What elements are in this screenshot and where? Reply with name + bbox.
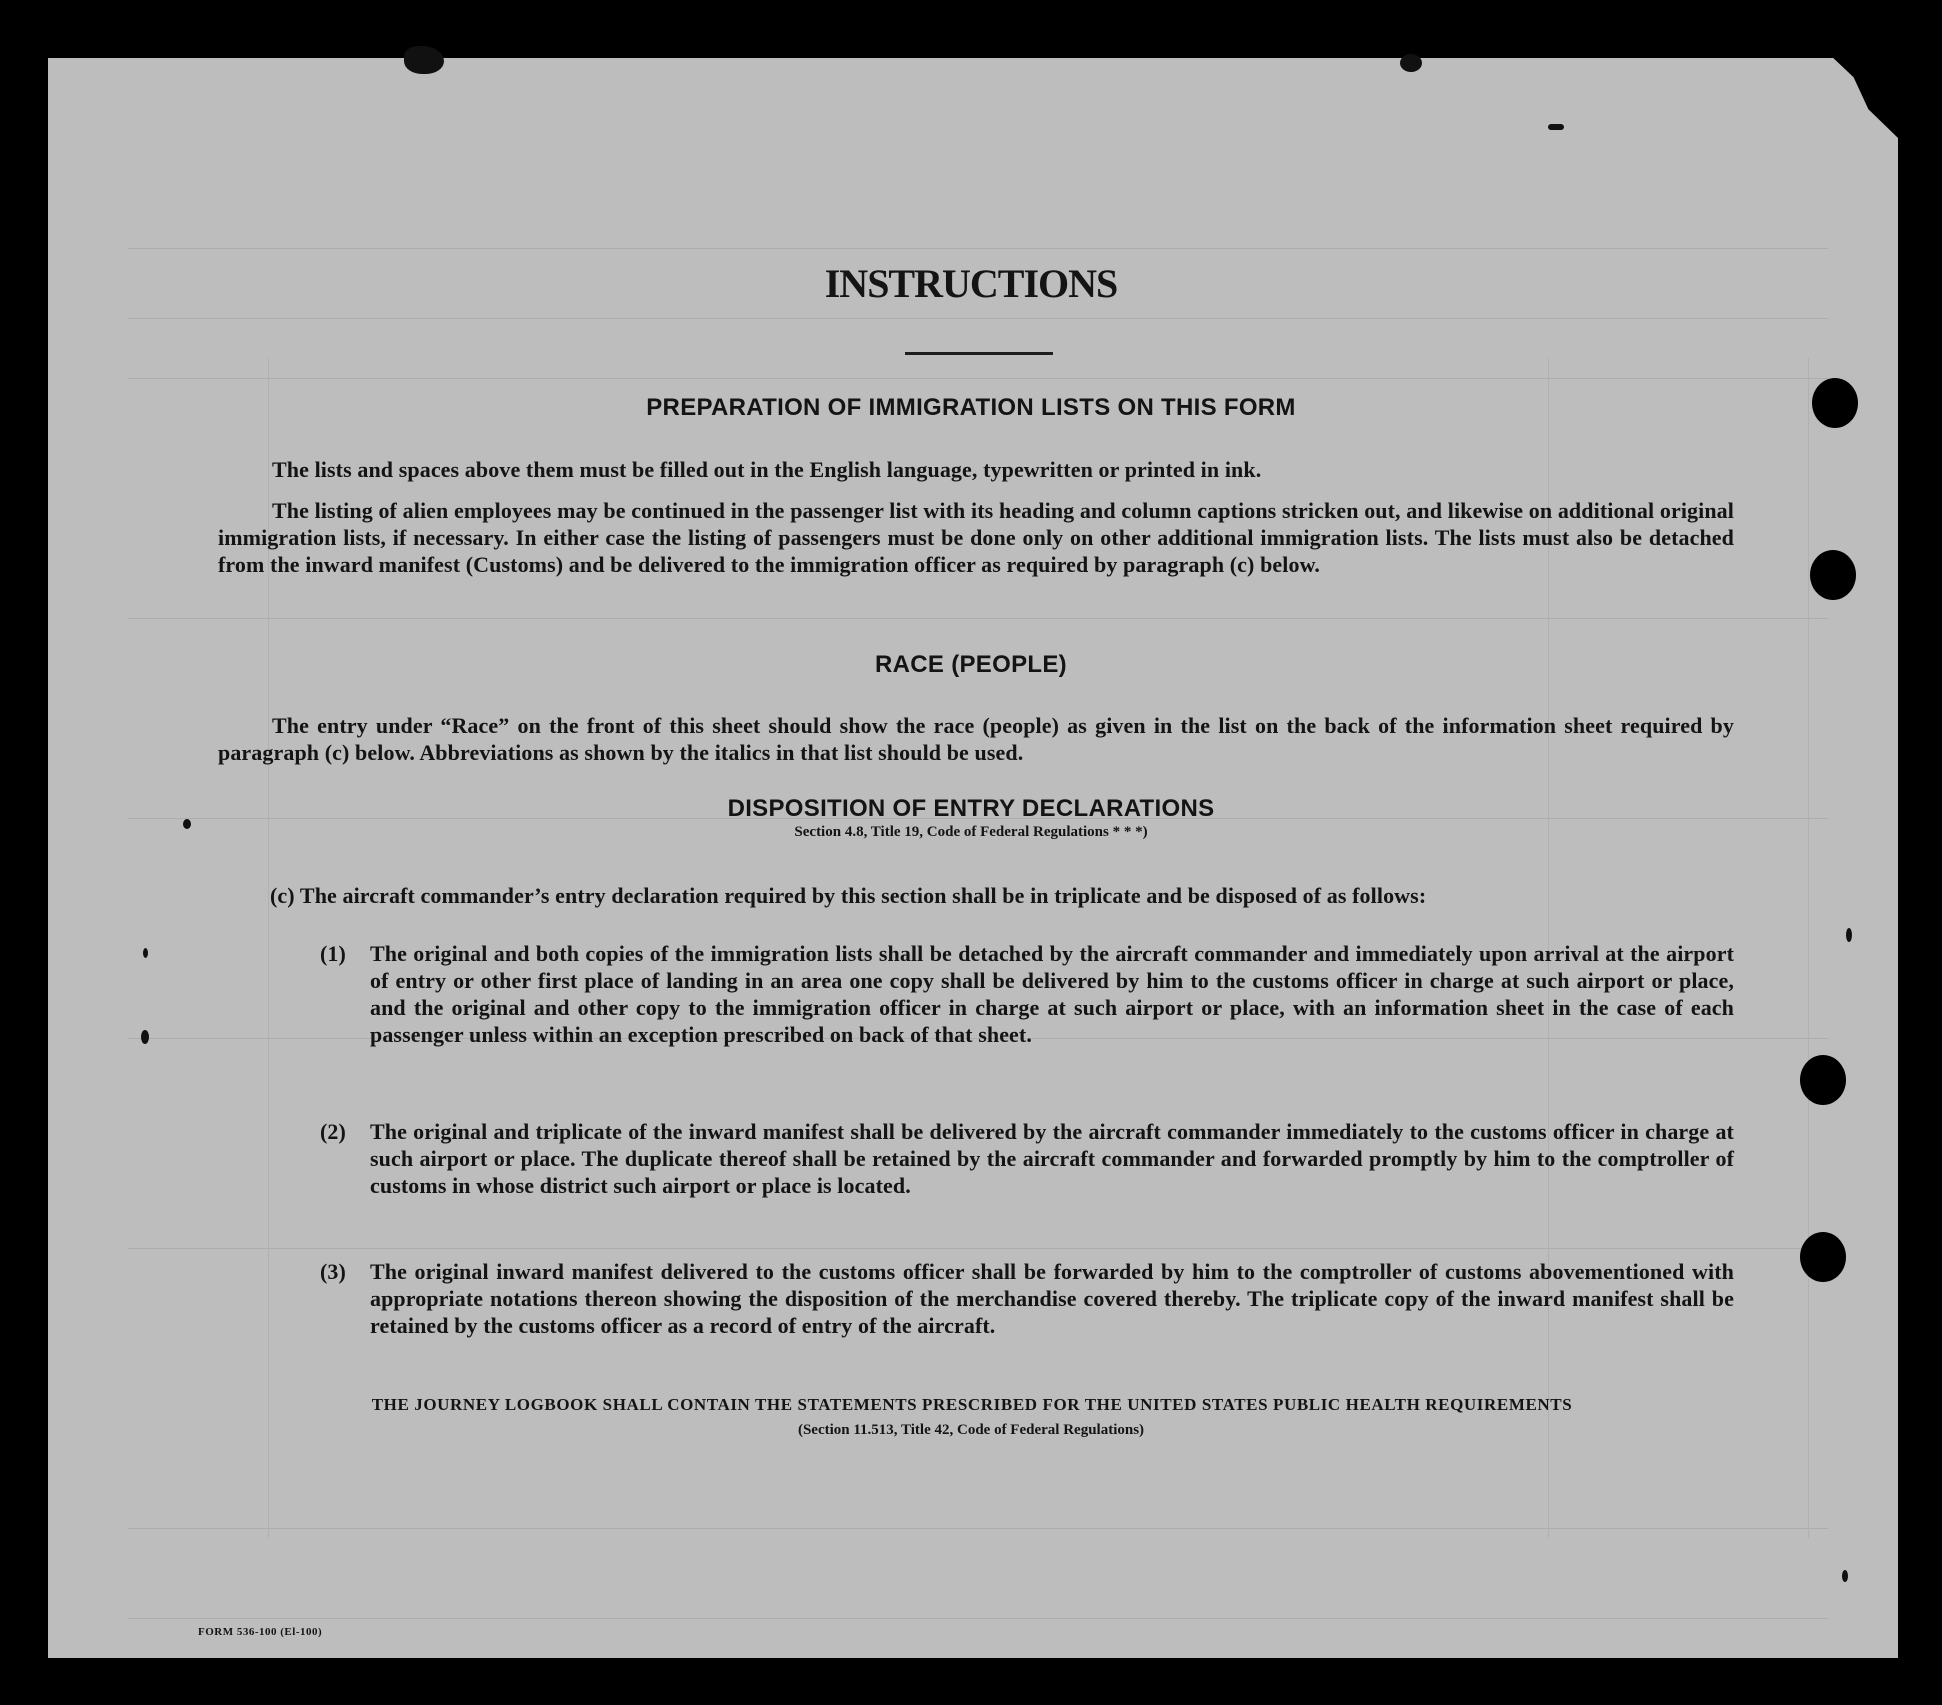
title-underline — [905, 352, 1053, 355]
bleed-through-line — [128, 618, 1828, 619]
public-health-note: THE JOURNEY LOGBOOK SHALL CONTAIN THE STATEMENTS PRESCRIBED FOR THE UNITED STATES PUBLIC HEALTH REQUIREMENTS — [371, 1395, 1573, 1414]
paragraph-preparation-2: The listing of alien employees may be continued in the passenger list with its heading and column captions stricken out, and likewise on additional original immigration lists, if necessary. In either case the listing of passengers must be done only on other additional immigration lists. The lists must also be detached from the inward manifest (Customs) and be delivered to the immigration officer as required by paragraph (c) below. — [218, 498, 1734, 577]
list-item — [320, 940, 1734, 1048]
list-item-number: (2) — [320, 1119, 346, 1144]
list-item-text: The original inward manifest delivered to the customs officer shall be forwarded by him to the comptroller of customs abovementioned with appropriate notations thereon showing the disposition of the merchandise covered thereby. The triplicate copy of the inward manifest shall be retained by the customs officer as a record of entry of the aircraft. — [370, 1259, 1734, 1338]
bleed-through-line — [1808, 358, 1809, 1538]
ink-speck — [1548, 124, 1564, 130]
ink-speck — [1842, 1570, 1848, 1582]
bleed-through-line — [128, 1528, 1828, 1529]
public-health-citation: (Section 11.513, Title 42, Code of Federal Regulations) — [797, 1422, 1145, 1438]
list-item — [320, 1258, 1734, 1339]
section-heading-preparation: PREPARATION OF IMMIGRATION LISTS ON THIS FORM — [646, 394, 1296, 421]
section-heading-race: RACE (PEOPLE) — [875, 651, 1067, 678]
bleed-through-line — [128, 1248, 1828, 1249]
section-heading-disposition: DISPOSITION OF ENTRY DECLARATIONS — [727, 795, 1215, 822]
list-item-number: (3) — [320, 1259, 346, 1284]
punch-hole — [1800, 1232, 1846, 1282]
paper-tear-mark — [1400, 54, 1422, 72]
bleed-through-line — [128, 1618, 1828, 1619]
ink-speck — [183, 819, 191, 829]
list-item-text: The original and triplicate of the inward manifest shall be delivered by the aircraft commander immediately to the customs officer in charge at such airport or place. The duplicate thereof shall be retained by the aircraft commander and forwarded promptly by him to the comptroller of customs in whose district such airport or place is located. — [370, 1119, 1734, 1198]
ink-speck — [141, 1030, 149, 1044]
list-item-text: The original and both copies of the immigration lists shall be detached by the aircraft commander and immediately upon arrival at the airport of entry or other first place of landing in an area one copy shall be delivered by him to the customs officer in charge at such airport or place, and the original and other copy to the immigration officer in charge at such airport or place, with an information sheet in the case of each passenger unless within an exception prescribed on back of that sheet. — [370, 941, 1734, 1047]
bleed-through-line — [128, 318, 1828, 319]
punch-hole — [1812, 378, 1858, 428]
ink-speck — [1846, 928, 1852, 942]
list-item — [320, 1118, 1734, 1199]
punch-hole — [1800, 1055, 1846, 1105]
bleed-through-line — [128, 378, 1828, 379]
form-number: FORM 536-100 (El-100) — [198, 1626, 323, 1638]
page-title: INSTRUCTIONS — [824, 261, 1118, 306]
paper-tear-mark — [404, 46, 444, 74]
paragraph-race: The entry under “Race” on the front of this sheet should show the race (people) as given in the list on the back of the information sheet required by paragraph (c) below. Abbreviations as shown by the italics in that list should be used. — [218, 713, 1734, 765]
list-item-number: (1) — [320, 941, 346, 966]
section-citation-disposition: Section 4.8, Title 19, Code of Federal Regulations * * *) — [794, 824, 1148, 840]
paragraph-disposition-intro: (c) The aircraft commander’s entry declaration required by this section shall be in triplicate and be disposed of as follows: — [270, 883, 1427, 908]
paragraph-preparation-1: The lists and spaces above them must be filled out in the English language, typewritten or printed in ink. — [272, 457, 1262, 482]
ink-speck — [143, 948, 148, 958]
bleed-through-line — [128, 248, 1828, 249]
punch-hole — [1810, 550, 1856, 600]
